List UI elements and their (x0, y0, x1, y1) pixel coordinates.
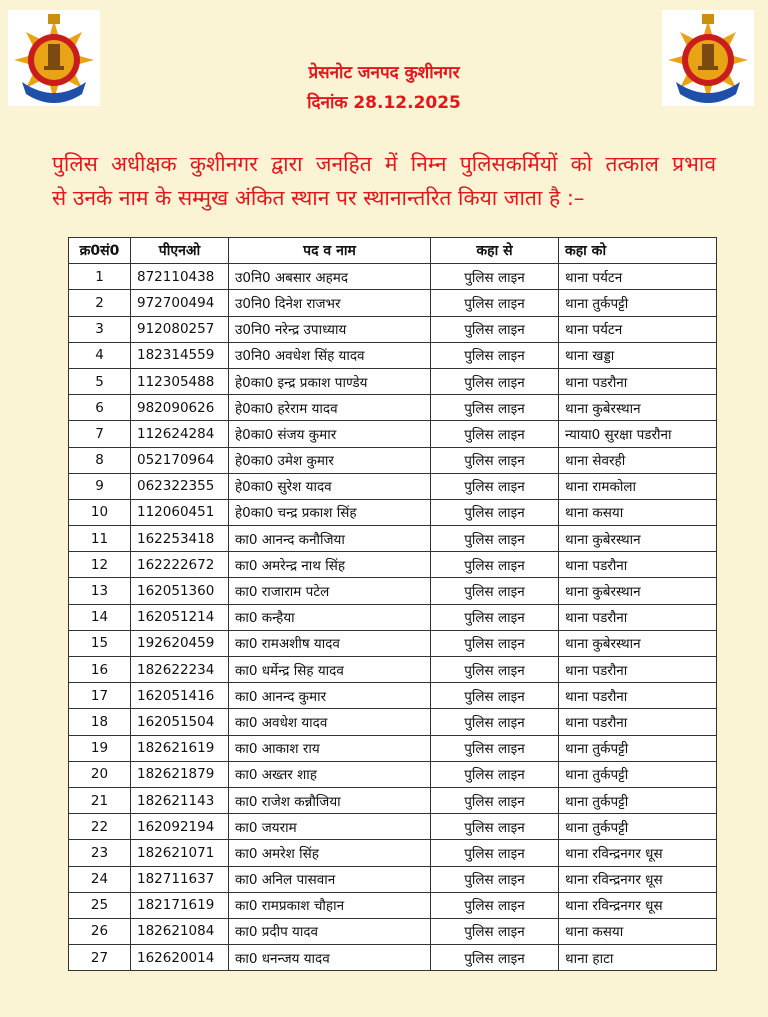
cell-pno: 112624284 (131, 421, 229, 447)
table-row (69, 290, 717, 316)
cell-to: थाना रविन्द्रनगर धूस (559, 892, 717, 918)
cell-serial: 4 (69, 342, 131, 368)
cell-to: थाना तुर्कपट्टी (559, 290, 717, 316)
cell-from: पुलिस लाइन (431, 918, 559, 944)
cell-from: पुलिस लाइन (431, 421, 559, 447)
cell-rank-name: का0 प्रदीप यादव (229, 918, 431, 944)
intro-line-2: से उनके नाम के सम्मुख अंकित स्थान पर स्थानान्तरित किया जाता है :– (52, 186, 585, 210)
table-row (69, 709, 717, 735)
cell-serial: 13 (69, 578, 131, 604)
cell-pno: 182621084 (131, 918, 229, 944)
cell-pno: 182621879 (131, 761, 229, 787)
cell-from: पुलिस लाइन (431, 316, 559, 342)
cell-pno: 162222672 (131, 552, 229, 578)
cell-to: थाना पडरौना (559, 657, 717, 683)
cell-from: पुलिस लाइन (431, 683, 559, 709)
cell-to: थाना तुर्कपट्टी (559, 814, 717, 840)
cell-from: पुलिस लाइन (431, 945, 559, 971)
cell-pno: 912080257 (131, 316, 229, 342)
cell-to: थाना तुर्कपट्टी (559, 787, 717, 813)
cell-rank-name: हे0का0 संजय कुमार (229, 421, 431, 447)
cell-from: पुलिस लाइन (431, 866, 559, 892)
cell-from: पुलिस लाइन (431, 735, 559, 761)
table-row (69, 657, 717, 683)
cell-serial: 18 (69, 709, 131, 735)
table-row (69, 552, 717, 578)
cell-rank-name: उ0नि0 दिनेश राजभर (229, 290, 431, 316)
cell-from: पुलिस लाइन (431, 290, 559, 316)
cell-from: पुलिस लाइन (431, 552, 559, 578)
cell-from: पुलिस लाइन (431, 368, 559, 394)
cell-pno: 872110438 (131, 264, 229, 290)
table-row (69, 473, 717, 499)
table-row (69, 840, 717, 866)
cell-rank-name: का0 धनन्जय यादव (229, 945, 431, 971)
cell-to: थाना कुबेरस्थान (559, 395, 717, 421)
cell-pno: 162051214 (131, 604, 229, 630)
header-serial: क्र0सं0 (69, 238, 131, 264)
cell-rank-name: का0 आनन्द कुमार (229, 683, 431, 709)
cell-to: थाना रविन्द्रनगर धूस (559, 840, 717, 866)
cell-serial: 17 (69, 683, 131, 709)
cell-pno: 062322355 (131, 473, 229, 499)
cell-from: पुलिस लाइन (431, 630, 559, 656)
cell-pno: 182171619 (131, 892, 229, 918)
cell-to: थाना पडरौना (559, 709, 717, 735)
cell-to: थाना हाटा (559, 945, 717, 971)
cell-pno: 182622234 (131, 657, 229, 683)
cell-pno: 112060451 (131, 499, 229, 525)
cell-serial: 6 (69, 395, 131, 421)
cell-from: पुलिस लाइन (431, 892, 559, 918)
cell-to: थाना तुर्कपट्टी (559, 735, 717, 761)
table-row (69, 526, 717, 552)
cell-rank-name: का0 आकाश राय (229, 735, 431, 761)
transfer-table (68, 237, 717, 971)
cell-serial: 1 (69, 264, 131, 290)
table-row (69, 761, 717, 787)
cell-from: पुलिस लाइन (431, 447, 559, 473)
cell-from: पुलिस लाइन (431, 499, 559, 525)
cell-rank-name: हे0का0 उमेश कुमार (229, 447, 431, 473)
cell-to: न्याया0 सुरक्षा पडरौना (559, 421, 717, 447)
table-row (69, 814, 717, 840)
cell-serial: 23 (69, 840, 131, 866)
cell-pno: 182621071 (131, 840, 229, 866)
cell-from: पुलिस लाइन (431, 342, 559, 368)
cell-to: थाना पडरौना (559, 604, 717, 630)
cell-serial: 20 (69, 761, 131, 787)
cell-serial: 14 (69, 604, 131, 630)
cell-serial: 22 (69, 814, 131, 840)
table-row (69, 918, 717, 944)
cell-serial: 7 (69, 421, 131, 447)
cell-rank-name: का0 अमरेश सिंह (229, 840, 431, 866)
cell-rank-name: उ0नि0 अवधेश सिंह यादव (229, 342, 431, 368)
cell-rank-name: का0 रामप्रकाश चौहान (229, 892, 431, 918)
cell-to: थाना कुबेरस्थान (559, 630, 717, 656)
cell-serial: 26 (69, 918, 131, 944)
cell-serial: 3 (69, 316, 131, 342)
cell-rank-name: का0 धर्मेन्द्र सिह यादव (229, 657, 431, 683)
cell-from: पुलिस लाइन (431, 473, 559, 499)
cell-rank-name: हे0का0 हरेराम यादव (229, 395, 431, 421)
cell-from: पुलिस लाइन (431, 264, 559, 290)
cell-from: पुलिस लाइन (431, 395, 559, 421)
cell-to: थाना रविन्द्रनगर धूस (559, 866, 717, 892)
table-row (69, 264, 717, 290)
cell-pno: 162051416 (131, 683, 229, 709)
cell-pno: 162092194 (131, 814, 229, 840)
cell-serial: 10 (69, 499, 131, 525)
cell-rank-name: का0 अख्तर शाह (229, 761, 431, 787)
press-note-date: दिनांक 28.12.2025 (307, 93, 461, 113)
cell-rank-name: उ0नि0 नरेन्द्र उपाध्याय (229, 316, 431, 342)
cell-from: पुलिस लाइन (431, 761, 559, 787)
table-body (69, 264, 717, 971)
cell-from: पुलिस लाइन (431, 709, 559, 735)
press-note-title: प्रेसनोट जनपद कुशीनगर (308, 63, 460, 83)
cell-to: थाना कसया (559, 499, 717, 525)
cell-serial: 11 (69, 526, 131, 552)
cell-serial: 27 (69, 945, 131, 971)
cell-pno: 162051360 (131, 578, 229, 604)
cell-to: थाना सेवरही (559, 447, 717, 473)
cell-to: थाना पर्यटन (559, 264, 717, 290)
table-row (69, 578, 717, 604)
cell-serial: 8 (69, 447, 131, 473)
cell-rank-name: का0 राजाराम पटेल (229, 578, 431, 604)
cell-pno: 182621143 (131, 787, 229, 813)
cell-from: पुलिस लाइन (431, 526, 559, 552)
cell-pno: 052170964 (131, 447, 229, 473)
cell-to: थाना कुबेरस्थान (559, 526, 717, 552)
cell-to: थाना रामकोला (559, 473, 717, 499)
cell-pno: 182314559 (131, 342, 229, 368)
cell-from: पुलिस लाइन (431, 814, 559, 840)
cell-rank-name: का0 रामअशीष यादव (229, 630, 431, 656)
intro-line-1: पुलिस अधीक्षक कुशीनगर द्वारा जनहित में निम्न पुलिसकर्मियों को तत्काल प्रभाव (52, 152, 716, 176)
cell-to: थाना पडरौना (559, 683, 717, 709)
table-row (69, 368, 717, 394)
table-row (69, 630, 717, 656)
table-row (69, 604, 717, 630)
cell-serial: 5 (69, 368, 131, 394)
cell-rank-name: का0 अवधेश यादव (229, 709, 431, 735)
cell-to: थाना पडरौना (559, 368, 717, 394)
cell-serial: 12 (69, 552, 131, 578)
cell-rank-name: का0 अमरेन्द्र नाथ सिंह (229, 552, 431, 578)
cell-from: पुलिस लाइन (431, 578, 559, 604)
header-from: कहा से (431, 238, 559, 264)
cell-pno: 162051504 (131, 709, 229, 735)
table-row (69, 447, 717, 473)
cell-pno: 192620459 (131, 630, 229, 656)
cell-rank-name: उ0नि0 अबसार अहमद (229, 264, 431, 290)
header-pno: पीएनओ (131, 238, 229, 264)
cell-serial: 2 (69, 290, 131, 316)
cell-rank-name: हे0का0 इन्द्र प्रकाश पाण्डेय (229, 368, 431, 394)
cell-to: थाना खड्डा (559, 342, 717, 368)
table-row (69, 499, 717, 525)
cell-pno: 112305488 (131, 368, 229, 394)
cell-to: थाना तुर्कपट्टी (559, 761, 717, 787)
cell-serial: 9 (69, 473, 131, 499)
cell-serial: 21 (69, 787, 131, 813)
cell-from: पुलिस लाइन (431, 657, 559, 683)
cell-pno: 182621619 (131, 735, 229, 761)
table-row (69, 735, 717, 761)
cell-to: थाना कुबेरस्थान (559, 578, 717, 604)
table-row (69, 342, 717, 368)
table-row (69, 892, 717, 918)
cell-from: पुलिस लाइन (431, 840, 559, 866)
cell-rank-name: का0 आनन्द कनौजिया (229, 526, 431, 552)
table-row (69, 683, 717, 709)
cell-to: थाना पर्यटन (559, 316, 717, 342)
cell-rank-name: का0 राजेश कन्नौजिया (229, 787, 431, 813)
header-to: कहा को (559, 238, 717, 264)
cell-pno: 182711637 (131, 866, 229, 892)
table-row (69, 316, 717, 342)
cell-serial: 24 (69, 866, 131, 892)
table-row (69, 787, 717, 813)
cell-rank-name: का0 कन्हैया (229, 604, 431, 630)
table-header-row (69, 238, 717, 264)
cell-rank-name: का0 जयराम (229, 814, 431, 840)
table-row (69, 866, 717, 892)
cell-serial: 15 (69, 630, 131, 656)
cell-rank-name: का0 अनिल पासवान (229, 866, 431, 892)
cell-serial: 25 (69, 892, 131, 918)
cell-from: पुलिस लाइन (431, 604, 559, 630)
table-row (69, 421, 717, 447)
cell-serial: 16 (69, 657, 131, 683)
cell-pno: 972700494 (131, 290, 229, 316)
cell-serial: 19 (69, 735, 131, 761)
cell-to: थाना पडरौना (559, 552, 717, 578)
cell-pno: 162620014 (131, 945, 229, 971)
cell-from: पुलिस लाइन (431, 787, 559, 813)
header-rank-name: पद व नाम (229, 238, 431, 264)
cell-pno: 162253418 (131, 526, 229, 552)
cell-pno: 982090626 (131, 395, 229, 421)
cell-rank-name: हे0का0 चन्द्र प्रकाश सिंह (229, 499, 431, 525)
cell-to: थाना कसया (559, 918, 717, 944)
cell-rank-name: हे0का0 सुरेश यादव (229, 473, 431, 499)
table-row (69, 945, 717, 971)
table-row (69, 395, 717, 421)
